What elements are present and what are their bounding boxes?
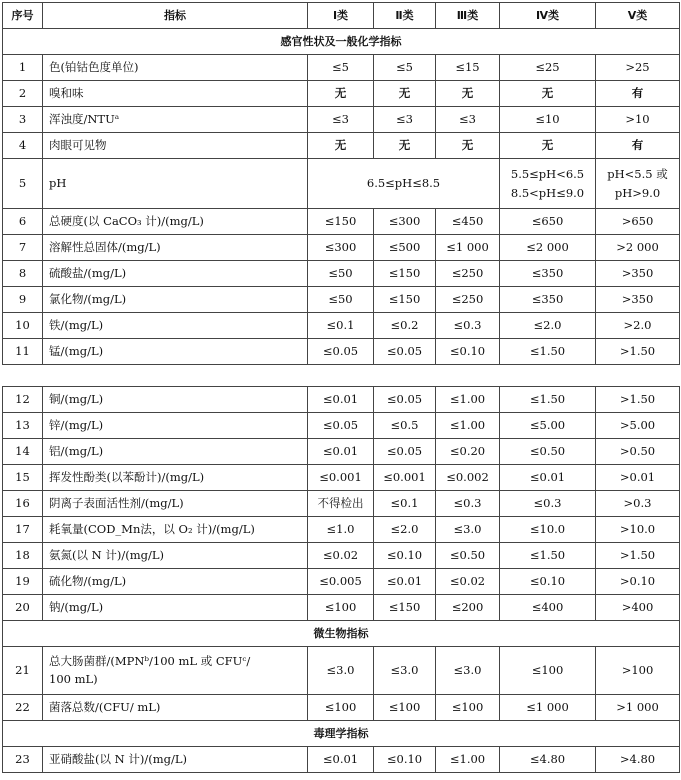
cell-class-1: ≤50 <box>308 261 374 287</box>
cell-class-4: ≤10 <box>500 107 596 133</box>
table-row <box>3 55 680 81</box>
row-no: 17 <box>3 517 43 543</box>
row-indicator-line-2: 100 mL) <box>49 672 98 686</box>
cell-class-4: ≤350 <box>500 287 596 313</box>
cell-class-4: ≤350 <box>500 261 596 287</box>
cell-class-5: >2.0 <box>596 313 680 339</box>
cell-class-4: ≤2.0 <box>500 313 596 339</box>
row-indicator: 色(铂钴色度单位) <box>43 55 308 81</box>
cell-class-1: ≤0.1 <box>308 313 374 339</box>
cell-class-2: ≤150 <box>374 287 436 313</box>
row-no: 9 <box>3 287 43 313</box>
cell-class-2: ≤300 <box>374 209 436 235</box>
cell-class-5: >5.00 <box>596 413 680 439</box>
table-row <box>3 569 680 595</box>
cell-class-2: ≤0.01 <box>374 569 436 595</box>
row-no: 19 <box>3 569 43 595</box>
row-indicator: 氯化物/(mg/L) <box>43 287 308 313</box>
row-no: 7 <box>3 235 43 261</box>
row-indicator: 浑浊度/NTUᵃ <box>43 107 308 133</box>
row-no: 2 <box>3 81 43 107</box>
cell-class-5: >1.50 <box>596 543 680 569</box>
row-no: 16 <box>3 491 43 517</box>
cell-class-2: ≤5 <box>374 55 436 81</box>
cell-class-4: ≤1.50 <box>500 543 596 569</box>
cell-class-2: 无 <box>374 133 436 159</box>
cell-class-5-line-2: pH>9.0 <box>614 185 661 200</box>
table-row <box>3 133 680 159</box>
cell-class-4: ≤400 <box>500 595 596 621</box>
table-row <box>3 465 680 491</box>
cell-class-4: ≤650 <box>500 209 596 235</box>
cell-class-5: 有 <box>596 81 680 107</box>
table-row <box>3 747 680 773</box>
cell-class-4: ≤1.50 <box>500 339 596 365</box>
cell-class-4: ≤100 <box>500 647 596 695</box>
row-indicator: 总硬度(以 CaCO₃ 计)/(mg/L) <box>43 209 308 235</box>
cell-class-5: >0.50 <box>596 439 680 465</box>
cell-class-4: ≤25 <box>500 55 596 81</box>
table-row <box>3 517 680 543</box>
row-indicator: 锰/(mg/L) <box>43 339 308 365</box>
section-row <box>3 621 680 647</box>
cell-class-5: >0.3 <box>596 491 680 517</box>
cell-class-4: ≤1.50 <box>500 387 596 413</box>
cell-class-4: ≤1 000 <box>500 695 596 721</box>
row-indicator: pH <box>43 159 308 209</box>
section-title-tox: 毒理学指标 <box>3 721 680 747</box>
row-indicator: 耗氧量(COD_Mn法，以 O₂ 计)/(mg/L) <box>43 517 308 543</box>
cell-class-3: ≤0.3 <box>436 313 500 339</box>
row-indicator: 铝/(mg/L) <box>43 439 308 465</box>
header-class-5: Ⅴ类 <box>596 3 680 29</box>
cell-class-3: ≤0.50 <box>436 543 500 569</box>
cell-class-5: >2 000 <box>596 235 680 261</box>
table-row <box>3 81 680 107</box>
cell-class-2: ≤100 <box>374 695 436 721</box>
cell-class-4: ≤4.80 <box>500 747 596 773</box>
cell-class-2: ≤0.5 <box>374 413 436 439</box>
cell-class-4: ≤0.01 <box>500 465 596 491</box>
cell-class-1: 无 <box>308 81 374 107</box>
cell-class-2: ≤2.0 <box>374 517 436 543</box>
section-row <box>3 29 680 55</box>
row-indicator: 铁/(mg/L) <box>43 313 308 339</box>
row-indicator: 铜/(mg/L) <box>43 387 308 413</box>
row-indicator: 硫酸盐/(mg/L) <box>43 261 308 287</box>
cell-class-5-line-1: pH<5.5 或 <box>607 166 668 181</box>
row-indicator: 嗅和味 <box>43 81 308 107</box>
table-row <box>3 235 680 261</box>
cell-class-3: ≤0.10 <box>436 339 500 365</box>
row-no: 4 <box>3 133 43 159</box>
cell-class-4: 无 <box>500 133 596 159</box>
cell-class-3: ≤0.20 <box>436 439 500 465</box>
row-indicator-line-1: 总大肠菌群/(MPNᵇ/100 mL 或 CFUᶜ/ <box>49 654 251 668</box>
cell-class-2: ≤0.10 <box>374 747 436 773</box>
header-indicator: 指标 <box>43 3 308 29</box>
row-no: 15 <box>3 465 43 491</box>
cell-class-2: ≤0.2 <box>374 313 436 339</box>
row-no: 12 <box>3 387 43 413</box>
table-row <box>3 491 680 517</box>
cell-class-3: ≤1.00 <box>436 747 500 773</box>
row-indicator: 亚硝酸盐(以 N 计)/(mg/L) <box>43 747 308 773</box>
table-row <box>3 647 680 695</box>
row-indicator <box>43 647 308 695</box>
section-row <box>3 721 680 747</box>
section-title-micro: 微生物指标 <box>3 621 680 647</box>
cell-class-3: ≤15 <box>436 55 500 81</box>
cell-class-2: ≤0.05 <box>374 339 436 365</box>
cell-class-4 <box>500 159 596 209</box>
cell-class-1: ≤0.01 <box>308 439 374 465</box>
cell-class-2: ≤500 <box>374 235 436 261</box>
cell-class-5: >1 000 <box>596 695 680 721</box>
cell-class-5: >1.50 <box>596 387 680 413</box>
cell-class-3: ≤3.0 <box>436 647 500 695</box>
row-no: 3 <box>3 107 43 133</box>
cell-class-3: ≤1 000 <box>436 235 500 261</box>
row-no: 14 <box>3 439 43 465</box>
cell-class-2: ≤0.05 <box>374 387 436 413</box>
cell-class-3: 无 <box>436 81 500 107</box>
cell-class-4: ≤0.10 <box>500 569 596 595</box>
header-class-1: Ⅰ类 <box>308 3 374 29</box>
cell-class-1: ≤100 <box>308 595 374 621</box>
cell-class-1: ≤0.001 <box>308 465 374 491</box>
cell-class-2: ≤150 <box>374 261 436 287</box>
row-no: 8 <box>3 261 43 287</box>
cell-class-5: >10 <box>596 107 680 133</box>
cell-class-3: ≤250 <box>436 287 500 313</box>
cell-class-5: 有 <box>596 133 680 159</box>
cell-class-2: ≤150 <box>374 595 436 621</box>
row-indicator: 锌/(mg/L) <box>43 413 308 439</box>
cell-class-5 <box>596 159 680 209</box>
water-quality-table-part2 <box>2 386 680 773</box>
cell-class-1: ≤5 <box>308 55 374 81</box>
row-no: 6 <box>3 209 43 235</box>
row-no: 20 <box>3 595 43 621</box>
row-indicator: 肉眼可见物 <box>43 133 308 159</box>
cell-class-2: 无 <box>374 81 436 107</box>
cell-class-1: ≤50 <box>308 287 374 313</box>
table-row <box>3 287 680 313</box>
water-quality-table-part1 <box>2 2 680 365</box>
row-indicator: 挥发性酚类(以苯酚计)/(mg/L) <box>43 465 308 491</box>
header-class-3: Ⅲ类 <box>436 3 500 29</box>
cell-class-3: ≤0.02 <box>436 569 500 595</box>
table-row <box>3 439 680 465</box>
cell-class-1: ≤3 <box>308 107 374 133</box>
cell-class-2: ≤3.0 <box>374 647 436 695</box>
cell-class-4: ≤10.0 <box>500 517 596 543</box>
header-no: 序号 <box>3 3 43 29</box>
cell-class-1: ≤0.01 <box>308 387 374 413</box>
cell-class-3: ≤100 <box>436 695 500 721</box>
cell-class-4: ≤0.3 <box>500 491 596 517</box>
cell-class-1: ≤0.005 <box>308 569 374 595</box>
cell-class-1: ≤1.0 <box>308 517 374 543</box>
cell-class-4-line-2: 8.5<pH≤9.0 <box>510 185 585 200</box>
cell-class-3: ≤0.002 <box>436 465 500 491</box>
cell-class-5: >100 <box>596 647 680 695</box>
cell-class-4: ≤5.00 <box>500 413 596 439</box>
cell-class-1: 不得检出 <box>308 491 374 517</box>
table-row <box>3 695 680 721</box>
cell-class-1: 无 <box>308 133 374 159</box>
cell-class-3: ≤3 <box>436 107 500 133</box>
table-row <box>3 387 680 413</box>
table-row <box>3 595 680 621</box>
cell-class-5: >10.0 <box>596 517 680 543</box>
cell-class-4: ≤0.50 <box>500 439 596 465</box>
row-no: 13 <box>3 413 43 439</box>
header-class-2: Ⅱ类 <box>374 3 436 29</box>
row-no: 10 <box>3 313 43 339</box>
cell-class-2: ≤3 <box>374 107 436 133</box>
row-no: 22 <box>3 695 43 721</box>
cell-class-5: >650 <box>596 209 680 235</box>
row-indicator: 氨氮(以 N 计)/(mg/L) <box>43 543 308 569</box>
header-class-4: Ⅳ类 <box>500 3 596 29</box>
section-title-sensory: 感官性状及一般化学指标 <box>3 29 680 55</box>
cell-class-2: ≤0.05 <box>374 439 436 465</box>
row-indicator: 溶解性总固体/(mg/L) <box>43 235 308 261</box>
row-no: 1 <box>3 55 43 81</box>
row-no: 18 <box>3 543 43 569</box>
cell-class-5: >400 <box>596 595 680 621</box>
row-indicator: 硫化物/(mg/L) <box>43 569 308 595</box>
table-row <box>3 261 680 287</box>
table-row <box>3 543 680 569</box>
row-indicator: 阴离子表面活性剂/(mg/L) <box>43 491 308 517</box>
cell-class-3: ≤200 <box>436 595 500 621</box>
cell-class-5: >1.50 <box>596 339 680 365</box>
cell-class-5: >350 <box>596 261 680 287</box>
cell-class-5: >350 <box>596 287 680 313</box>
table-header-row <box>3 3 680 29</box>
cell-class-3: ≤250 <box>436 261 500 287</box>
cell-class-3: ≤450 <box>436 209 500 235</box>
row-no: 21 <box>3 647 43 695</box>
table-row <box>3 159 680 209</box>
cell-class-3: 无 <box>436 133 500 159</box>
cell-class-3: ≤0.3 <box>436 491 500 517</box>
cell-class-3: ≤3.0 <box>436 517 500 543</box>
cell-class-5: >0.01 <box>596 465 680 491</box>
cell-class-4-line-1: 5.5≤pH<6.5 <box>510 166 585 181</box>
row-indicator: 菌落总数/(CFU/ mL) <box>43 695 308 721</box>
row-no: 11 <box>3 339 43 365</box>
cell-class-5: >25 <box>596 55 680 81</box>
cell-class-1: ≤150 <box>308 209 374 235</box>
cell-class-4: 无 <box>500 81 596 107</box>
cell-class-3: ≤1.00 <box>436 387 500 413</box>
cell-class-1: ≤100 <box>308 695 374 721</box>
cell-class-2: ≤0.001 <box>374 465 436 491</box>
cell-class-2: ≤0.10 <box>374 543 436 569</box>
cell-class-2: ≤0.1 <box>374 491 436 517</box>
table-row <box>3 209 680 235</box>
table-row <box>3 107 680 133</box>
cell-class-5: >4.80 <box>596 747 680 773</box>
cell-class-1: ≤300 <box>308 235 374 261</box>
row-indicator: 钠/(mg/L) <box>43 595 308 621</box>
cell-class-1-3-merged: 6.5≤pH≤8.5 <box>308 159 500 209</box>
cell-class-1: ≤0.01 <box>308 747 374 773</box>
table-row <box>3 339 680 365</box>
cell-class-5: >0.10 <box>596 569 680 595</box>
table-row <box>3 413 680 439</box>
cell-class-1: ≤0.05 <box>308 339 374 365</box>
row-no: 5 <box>3 159 43 209</box>
cell-class-1: ≤0.02 <box>308 543 374 569</box>
row-no: 23 <box>3 747 43 773</box>
table-row <box>3 313 680 339</box>
cell-class-4: ≤2 000 <box>500 235 596 261</box>
cell-class-1: ≤0.05 <box>308 413 374 439</box>
cell-class-3: ≤1.00 <box>436 413 500 439</box>
cell-class-1: ≤3.0 <box>308 647 374 695</box>
